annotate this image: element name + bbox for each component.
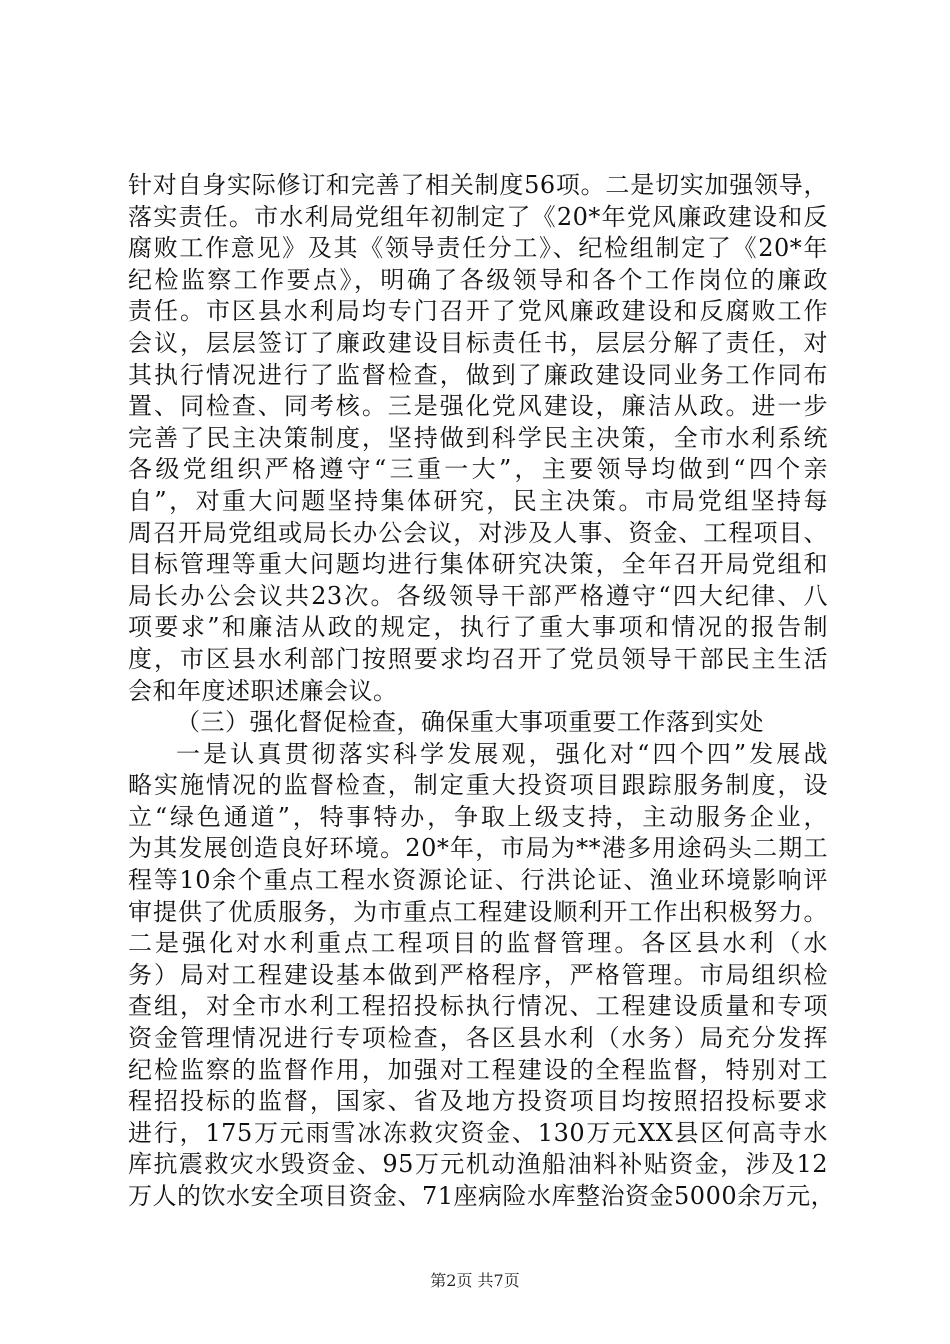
text-line: 会议，层层签订了廉政建设目标责任书，层层分解了责任，对 [128,328,828,357]
text-line: 项要求”和廉洁从政的规定，执行了重大事项和情况的报告制 [128,613,828,642]
text-line: 万人的饮水安全项目资金、71座病险水库整治资金5000余万元， [128,1182,836,1210]
text-line: 腐败工作意见》及其《领导责任分工》、纪检组制定了《20*年 [128,234,828,263]
text-line: 会和年度述职述廉会议。 [128,676,398,705]
text-line: 责任。市区县水利局均专门召开了党风廉政建设和反腐败工作 [128,297,828,326]
text-line: 程招投标的监督，国家、省及地方投资项目均按照招投标要求 [128,1087,828,1116]
text-line: 一是认真贯彻落实科学发展观，强化对“四个四”发展战 [176,739,828,768]
text-line: 纪检监察工作要点》，明确了各级领导和各个工作岗位的廉政 [128,265,828,294]
text-line: 周召开局党组或局长办公会议，对涉及人事、资金、工程项目、 [128,518,828,547]
text-line: 立“绿色通道”，特事特办，争取上级支持，主动服务企业， [128,802,828,831]
text-line: 落实责任。市水利局党组年初制定了《20*年党风廉政建设和反 [128,202,828,231]
text-line: 各级党组织严格遵守“三重一大”，主要领导均做到“四个亲 [128,455,828,484]
text-line: 完善了民主决策制度，坚持做到科学民主决策，全市水利系统 [128,423,828,452]
text-line: 略实施情况的监督检查，制定重大投资项目跟踪服务制度，设 [128,771,828,800]
text-line: 度，市区县水利部门按照要求均召开了党员领导干部民主生活 [128,644,828,673]
text-line: 置、同检查、同考核。三是强化党风建设，廉洁从政。进一步 [128,392,828,421]
text-line: 务）局对工程建设基本做到严格程序，严格管理。市局组织检 [128,960,828,989]
text-line: 目标管理等重大问题均进行集体研究决策，全年召开局党组和 [128,550,828,579]
text-line: 程等10余个重点工程水资源论证、行洪论证、渔业环境影响评 [128,866,828,895]
text-line: 针对自身实际修订和完善了相关制度56项。二是切实加强领导， [128,171,828,199]
text-line: 其执行情况进行了监督检查，做到了廉政建设同业务工作同布 [128,360,828,389]
text-line: 进行，175万元雨雪冰冻救灾资金、130万元XX县区何高寺水 [128,1118,828,1147]
text-line: 局长办公会议共23次。各级领导干部严格遵守“四大纪律、八 [128,581,828,610]
section-heading: （三）强化督促检查，确保重大事项重要工作落到实处 [176,708,764,737]
text-line: 为其发展创造良好环境。20*年，市局为**港多用途码头二期工 [128,834,828,863]
text-line: 自”，对重大问题坚持集体研究，民主决策。市局党组坚持每 [128,486,828,515]
text-line: 纪检监察的监督作用，加强对工程建设的全程监督，特别对工 [128,1055,828,1084]
page-footer [0,1271,950,1291]
text-line: 资金管理情况进行专项检查，各区县水利（水务）局充分发挥 [128,1024,828,1053]
text-line: 审提供了优质服务，为市重点工程建设顺利开工作出积极努力。 [128,897,828,926]
text-line: 库抗震救灾水毁资金、95万元机动渔船油料补贴资金，涉及12 [128,1150,828,1179]
page-number: 第2页 共7页 [430,1271,520,1290]
text-line: 二是强化对水利重点工程项目的监督管理。各区县水利（水 [128,929,828,958]
body-text [128,170,836,1213]
text-line: 查组，对全市水利工程招投标执行情况、工程建设质量和专项 [128,992,828,1021]
